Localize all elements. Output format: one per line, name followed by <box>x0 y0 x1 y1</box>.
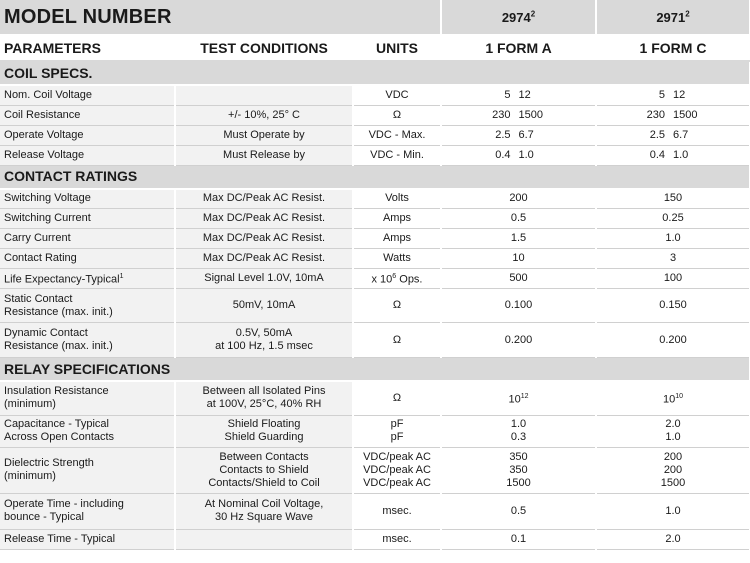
units-cell: pF pF <box>353 415 441 447</box>
col-parameters: PARAMETERS <box>0 35 175 61</box>
condition-cell: Shield Floating Shield Guarding <box>175 415 353 447</box>
form-a-cell: 230 1500 <box>441 105 596 125</box>
table-row <box>0 493 750 529</box>
form-a-cell: 5 12 <box>441 85 596 105</box>
units-cell: VDC - Min. <box>353 145 441 165</box>
form-a-cell: 0.5 <box>441 493 596 529</box>
table-row <box>0 289 750 323</box>
form-a-cell: 0.1 <box>441 529 596 549</box>
param-cell: Switching Current <box>0 209 175 229</box>
units-cell: Amps <box>353 209 441 229</box>
form-c-cell: 0.200 <box>596 323 750 358</box>
form-c-cell: 100 <box>596 269 750 289</box>
condition-cell: Must Release by <box>175 145 353 165</box>
form-a-cell: 1.0 0.3 <box>441 415 596 447</box>
units-cell: Ω <box>353 289 441 323</box>
form-c-cell: 0.4 1.0 <box>596 145 750 165</box>
section-contact-ratings <box>0 165 750 189</box>
table-row <box>0 209 750 229</box>
condition-cell <box>175 529 353 549</box>
form-c-cell: $10^{10}$ <box>596 381 750 415</box>
param-cell: Contact Rating <box>0 249 175 269</box>
table-row <box>0 125 750 145</box>
condition-cell <box>175 85 353 105</box>
form-a-cell: 200 <box>441 189 596 209</box>
section-coil-specs <box>0 61 750 85</box>
table-row <box>0 447 750 493</box>
units-cell: VDC <box>353 85 441 105</box>
table-row <box>0 269 750 289</box>
col-form-a: 1 FORM A <box>441 35 596 61</box>
condition-cell: Between Contacts Contacts to Shield Contacts/Shield to Coil <box>175 447 353 493</box>
table-row <box>0 323 750 358</box>
condition-cell: Must Operate by <box>175 125 353 145</box>
form-c-cell: 150 <box>596 189 750 209</box>
form-c-cell: 0.150 <box>596 289 750 323</box>
units-cell: msec. <box>353 493 441 529</box>
table-row <box>0 381 750 415</box>
condition-cell: 50mV, 10mA <box>175 289 353 323</box>
model-number-row <box>0 0 750 35</box>
param-cell: Switching Voltage <box>0 189 175 209</box>
col-units: UNITS <box>353 35 441 61</box>
model-2974: 2974$^2$ <box>441 0 596 35</box>
model-2971: 2971$^2$ <box>596 0 750 35</box>
units-cell: Watts <box>353 249 441 269</box>
form-a-cell: $10^{12}$ <box>441 381 596 415</box>
form-a-cell: 10 <box>441 249 596 269</box>
units-cell: Amps <box>353 229 441 249</box>
form-a-cell: 0.100 <box>441 289 596 323</box>
condition-cell: Max DC/Peak AC Resist. <box>175 189 353 209</box>
form-c-cell: 1.0 <box>596 229 750 249</box>
units-cell: x $10^6$ Ops. <box>353 269 441 289</box>
form-c-cell: 2.5 6.7 <box>596 125 750 145</box>
section-title: RELAY SPECIFICATIONS <box>0 358 750 382</box>
param-cell: Nom. Coil Voltage <box>0 85 175 105</box>
condition-cell: Max DC/Peak AC Resist. <box>175 249 353 269</box>
units-cell: Volts <box>353 189 441 209</box>
units-cell: Ω <box>353 381 441 415</box>
column-header-row <box>0 35 750 61</box>
section-title: COIL SPECS. <box>0 61 750 85</box>
units-cell: VDC - Max. <box>353 125 441 145</box>
units-cell: VDC/peak AC VDC/peak AC VDC/peak AC <box>353 447 441 493</box>
param-cell: Dynamic Contact Resistance (max. init.) <box>0 323 175 358</box>
form-a-cell: 0.200 <box>441 323 596 358</box>
param-cell: Carry Current <box>0 229 175 249</box>
param-cell: Dielectric Strength (minimum) <box>0 447 175 493</box>
param-cell: Static Contact Resistance (max. init.) <box>0 289 175 323</box>
param-cell: Operate Voltage <box>0 125 175 145</box>
form-a-cell: 1.5 <box>441 229 596 249</box>
param-cell: Capacitance - Typical Across Open Contacts <box>0 415 175 447</box>
table-row <box>0 415 750 447</box>
param-cell: Coil Resistance <box>0 105 175 125</box>
condition-cell: At Nominal Coil Voltage, 30 Hz Square Wave <box>175 493 353 529</box>
form-a-cell: 0.5 <box>441 209 596 229</box>
form-a-cell: 350 350 1500 <box>441 447 596 493</box>
form-c-cell: 3 <box>596 249 750 269</box>
table-row <box>0 189 750 209</box>
table-row <box>0 145 750 165</box>
section-title: CONTACT RATINGS <box>0 165 750 189</box>
form-c-cell: 2.0 <box>596 529 750 549</box>
condition-cell: Between all Isolated Pins at 100V, 25°C, 40% RH <box>175 381 353 415</box>
param-cell: Operate Time - including bounce - Typical <box>0 493 175 529</box>
form-a-cell: 500 <box>441 269 596 289</box>
units-cell: Ω <box>353 105 441 125</box>
form-c-cell: 200 200 1500 <box>596 447 750 493</box>
table-row <box>0 529 750 549</box>
section-relay-specifications <box>0 358 750 382</box>
condition-cell: +/- 10%, 25° C <box>175 105 353 125</box>
form-c-cell: 2.0 1.0 <box>596 415 750 447</box>
form-a-cell: 2.5 6.7 <box>441 125 596 145</box>
param-cell: Release Voltage <box>0 145 175 165</box>
condition-cell: Signal Level 1.0V, 10mA <box>175 269 353 289</box>
col-test-conditions: TEST CONDITIONS <box>175 35 353 61</box>
units-cell: msec. <box>353 529 441 549</box>
table-row <box>0 105 750 125</box>
form-c-cell: 1.0 <box>596 493 750 529</box>
table-row <box>0 229 750 249</box>
form-c-cell: 5 12 <box>596 85 750 105</box>
col-form-c: 1 FORM C <box>596 35 750 61</box>
table-row <box>0 85 750 105</box>
table-row <box>0 249 750 269</box>
condition-cell: Max DC/Peak AC Resist. <box>175 229 353 249</box>
form-c-cell: 0.25 <box>596 209 750 229</box>
form-a-cell: 0.4 1.0 <box>441 145 596 165</box>
condition-cell: Max DC/Peak AC Resist. <box>175 209 353 229</box>
condition-cell: 0.5V, 50mA at 100 Hz, 1.5 msec <box>175 323 353 358</box>
form-c-cell: 230 1500 <box>596 105 750 125</box>
model-number-title: MODEL NUMBER <box>0 0 441 35</box>
param-cell: Release Time - Typical <box>0 529 175 549</box>
param-cell: Life Expectancy-Typical$^1$ <box>0 269 175 289</box>
units-cell: Ω <box>353 323 441 358</box>
param-cell: Insulation Resistance (minimum) <box>0 381 175 415</box>
